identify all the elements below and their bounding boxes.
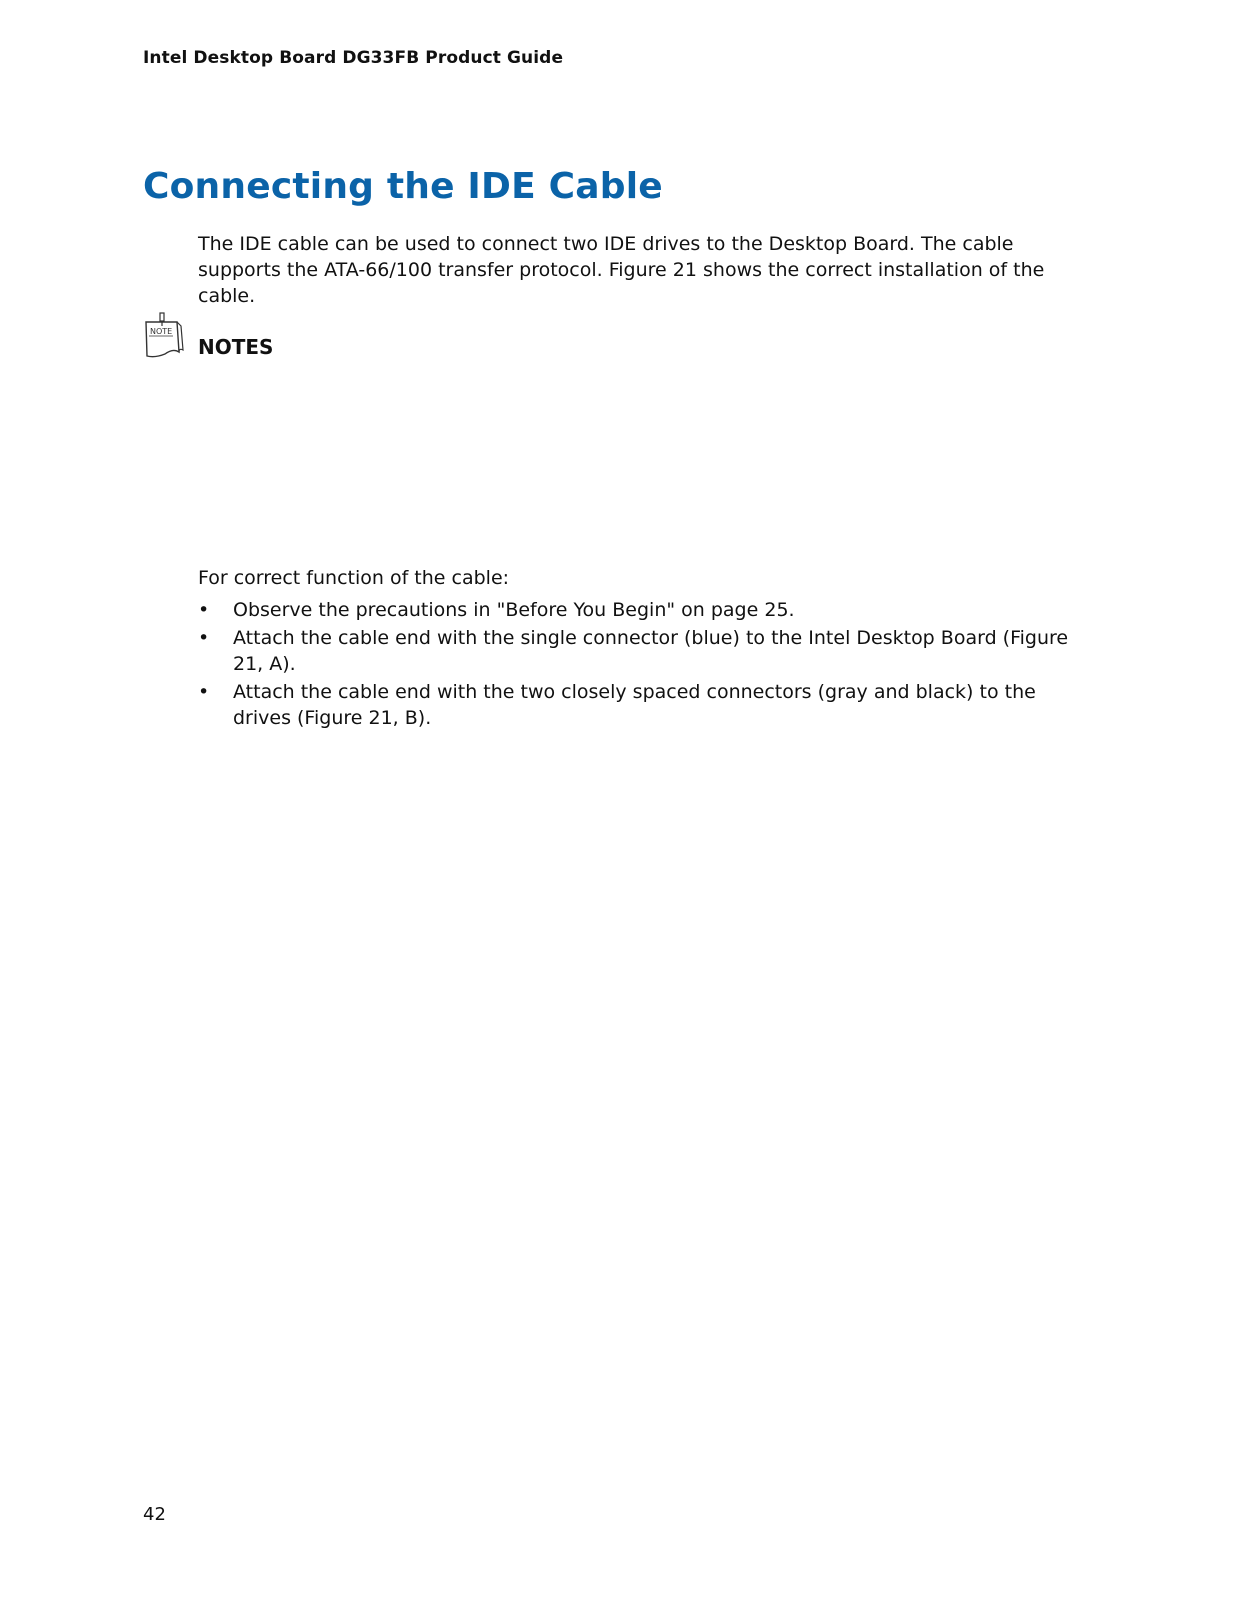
notes-heading: NOTES	[198, 335, 274, 359]
running-header: Intel Desktop Board DG33FB Product Guide	[143, 48, 564, 68]
bullet-mark: •	[198, 681, 210, 703]
svg-text:NOTE: NOTE	[150, 327, 173, 336]
intro-paragraph: The IDE cable can be used to connect two IDE drives to the Desktop Board. The cable supports the ATA-66/100 transfer protocol. Figure 21 shows the correct installation of the cable.	[198, 233, 1045, 307]
bullet-mark: •	[198, 627, 210, 649]
lead-sentence: For correct function of the cable:	[198, 567, 510, 589]
note-icon	[143, 312, 185, 360]
instructions-list	[198, 597, 1078, 733]
list-item	[198, 597, 1078, 623]
list-item-text: Attach the cable end with the single connector (blue) to the Intel Desktop Board (Figure 21, A).	[233, 627, 1069, 675]
list-item	[198, 679, 1078, 731]
page-number: 42	[143, 1504, 166, 1525]
list-item	[198, 625, 1078, 677]
list-item-text: Attach the cable end with the two closely spaced connectors (gray and black) to the drives (Figure 21, B).	[233, 681, 1036, 729]
bullet-mark: •	[198, 599, 210, 621]
list-item-text: Observe the precautions in "Before You Begin" on page 25.	[233, 599, 795, 621]
page-title: Connecting the IDE Cable	[143, 166, 663, 207]
